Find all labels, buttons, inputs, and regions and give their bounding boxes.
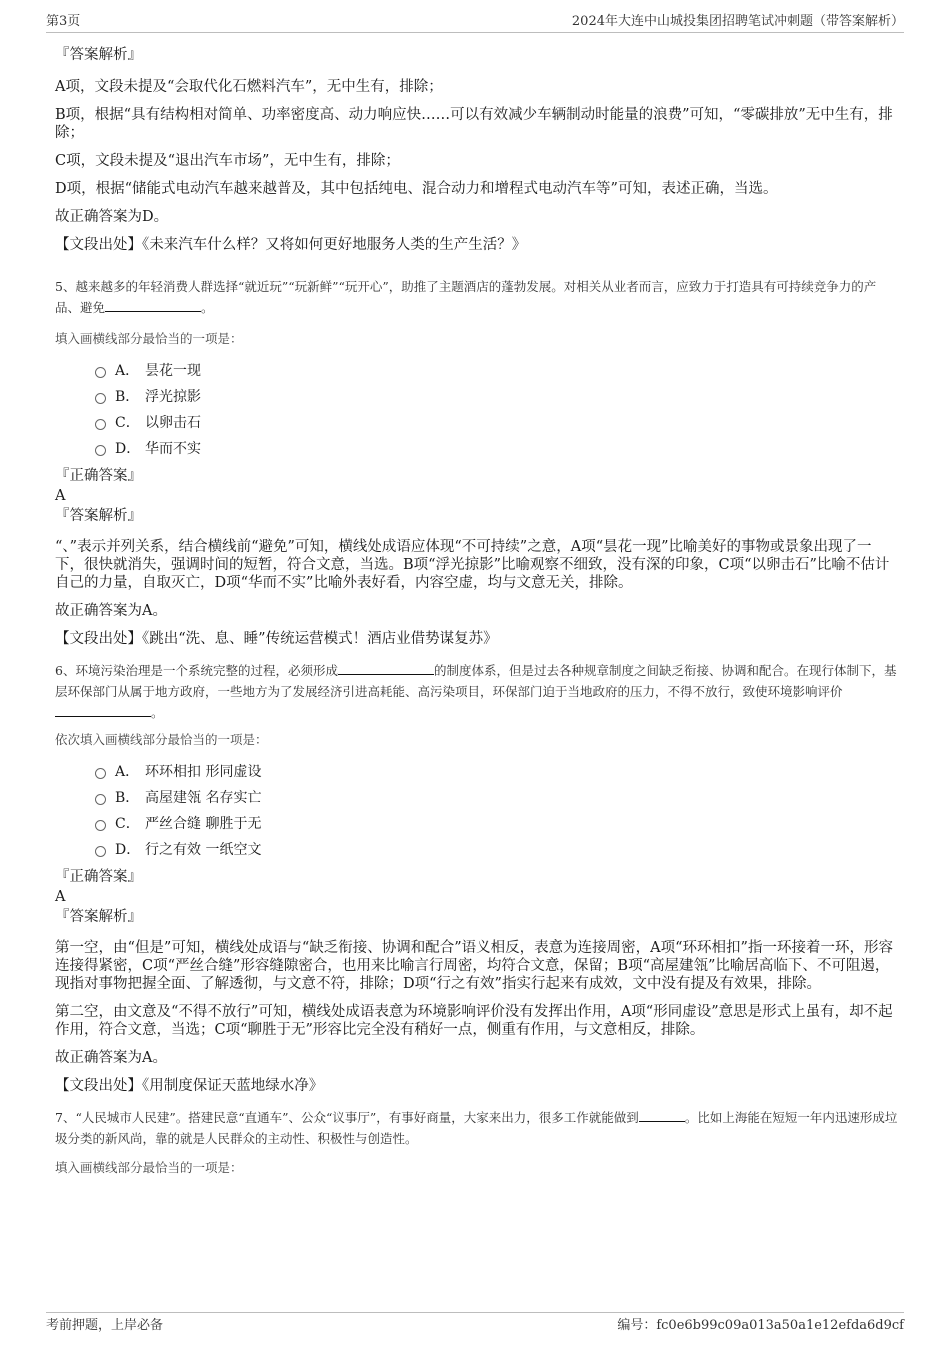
q6-option-a[interactable]	[95, 759, 900, 785]
radio-icon[interactable]	[95, 367, 106, 378]
option-letter: A．	[115, 363, 140, 379]
option-letter: C．	[115, 415, 140, 431]
q6-stem	[55, 660, 900, 723]
q5-correct-label: 『正确答案』	[55, 468, 142, 484]
footer-slogan: 考前押题，上岸必备	[46, 1318, 164, 1333]
page-number: 第3页	[46, 14, 81, 29]
option-letter: B．	[115, 389, 140, 405]
q4-analysis-line-b: B项，根据“具有结构相对简单、功率密度高、动力响应快……可以有效减少车辆制动时能量的浪费”可知，“零碳排放”无中生有，排除；	[55, 107, 893, 141]
page-footer	[46, 1312, 904, 1335]
option-letter: D．	[115, 441, 141, 457]
q6-stem-text-a: 6、环境污染治理是一个系统完整的过程，必须形成	[55, 663, 338, 678]
q5-options	[55, 358, 900, 462]
option-letter: B．	[115, 790, 140, 806]
option-letter: C．	[115, 816, 140, 832]
option-letter: A．	[115, 764, 140, 780]
radio-icon[interactable]	[95, 445, 106, 456]
q4-source: 【文段出处】《未来汽车什么样？又将如何更好地服务人类的生产生活？》	[55, 237, 527, 253]
footer-serial: 编号：fc0e6b99c09a013a50a1e12efda6d9cf	[617, 1318, 904, 1333]
q5-option-c[interactable]	[95, 410, 900, 436]
question-5	[55, 276, 900, 648]
radio-icon[interactable]	[95, 393, 106, 404]
question-7	[55, 1107, 900, 1177]
q6-option-b[interactable]	[95, 785, 900, 811]
q6-correct-label: 『正确答案』	[55, 869, 142, 885]
q5-stem	[55, 276, 900, 318]
q5-correct-value: A	[55, 488, 66, 504]
q6-option-c[interactable]	[95, 811, 900, 837]
q5-analysis-label: 『答案解析』	[55, 508, 142, 524]
option-text: 昙花一现	[145, 363, 201, 379]
q7-hint: 填入画横线部分最恰当的一项是：	[55, 1160, 243, 1175]
q7-stem-text-b: 。比如上海能在短短一年内迅速形成垃圾分类的新风尚，靠的就是人民群众的主动性、积极性与创造性。	[55, 1110, 898, 1146]
q6-source: 【文段出处】《用制度保证天蓝地绿水净》	[55, 1078, 324, 1094]
q6-options	[55, 759, 900, 863]
q6-blank-2	[55, 702, 151, 717]
option-text: 行之有效 一纸空文	[145, 842, 262, 858]
q6-hint: 依次填入画横线部分最恰当的一项是：	[55, 732, 268, 747]
question-6	[55, 660, 900, 1095]
q5-option-b[interactable]	[95, 384, 900, 410]
q4-analysis-line-d: D项，根据“储能式电动汽车越来越普及，其中包括纯电、混合动力和增程式电动汽车等”可知，表述正确，当选。	[55, 181, 778, 197]
q4-analysis-section	[55, 45, 900, 254]
option-letter: D．	[115, 842, 141, 858]
q6-option-d[interactable]	[95, 837, 900, 863]
q5-conclusion: 故正确答案为A。	[55, 603, 167, 619]
q7-stem-text-a: 7、“人民城市人民建”。搭建民意“直通车”、公众“议事厅”，有事好商量，大家来出力，很多工作就能做到	[55, 1110, 639, 1125]
q4-analysis-line-a: A项，文段未提及“会取代化石燃料汽车”，无中生有，排除；	[55, 79, 443, 95]
q7-blank	[639, 1107, 685, 1122]
radio-icon[interactable]	[95, 794, 106, 805]
q4-analysis-label: 『答案解析』	[55, 47, 142, 63]
radio-icon[interactable]	[95, 846, 106, 857]
q6-blank-1	[338, 660, 434, 675]
q6-analysis-blank-1: 第一空，由“但是”可知，横线处成语与“缺乏衔接、协调和配合”语义相反，表意为连接周密，A项“环环相扣”指一环接着一环，形容连接得紧密，C项“严丝合缝”形容缝隙密合，也用来比喻言行周密，均符合文意，保留；B项“高屋建瓴”比喻居高临下、不可阻遏，现指对事物把握全面、了解透彻，与文意不符，排除；D项“行之有效”指实行起来有成效，文中没有提及有效果，排除。	[55, 940, 893, 992]
q6-stem-text-b: 的制度体系，但是过去各种规章制度之间缺乏衔接、协调和配合。在现行体制下，基层环保部门从属于地方政府，一些地方为了发展经济引进高耗能、高污染项目，环保部门迫于当地政府的压力，不得不放行，致使环境影响评价	[55, 663, 897, 699]
q6-analysis-label: 『答案解析』	[55, 909, 142, 925]
q6-analysis-blank-2: 第二空，由文意及“不得不放行”可知，横线处成语表意为环境影响评价没有发挥出作用，A项“形同虚设”意思是形式上虽有，却不起作用，符合文意，当选；C项“聊胜于无”形容比完全没有稍好一点，侧重有作用，与文意相反，排除。	[55, 1004, 893, 1038]
document-title: 2024年大连中山城投集团招聘笔试冲刺题（带答案解析）	[571, 14, 904, 29]
q5-stem-text-b: 。	[201, 300, 214, 315]
option-text: 浮光掠影	[145, 389, 201, 405]
q4-analysis-line-c: C项，文段未提及“退出汽车市场”，无中生有，排除；	[55, 153, 400, 169]
q6-correct-value: A	[55, 889, 66, 905]
option-text: 以卵击石	[145, 415, 201, 431]
option-text: 华而不实	[145, 441, 201, 457]
q7-stem	[55, 1107, 900, 1149]
q5-source: 【文段出处】《跳出“洗、息、睡”传统运营模式！酒店业借势谋复苏》	[55, 631, 498, 647]
q5-option-d[interactable]	[95, 436, 900, 462]
radio-icon[interactable]	[95, 768, 106, 779]
page-header	[46, 12, 904, 33]
q6-stem-text-c: 。	[151, 705, 164, 720]
q5-blank	[105, 297, 201, 312]
q5-hint: 填入画横线部分最恰当的一项是：	[55, 331, 243, 346]
q6-conclusion: 故正确答案为A。	[55, 1050, 167, 1066]
option-text: 高屋建瓴 名存实亡	[145, 790, 262, 806]
option-text: 严丝合缝 聊胜于无	[145, 816, 262, 832]
q5-option-a[interactable]	[95, 358, 900, 384]
document-body	[55, 45, 900, 1177]
q5-stem-text-a: 5、越来越多的年轻消费人群选择“就近玩”“玩新鲜”“玩开心”，助推了主题酒店的蓬勃发展。对相关从业者而言，应致力于打造具有可持续竞争力的产品、避免	[55, 279, 877, 315]
q4-conclusion: 故正确答案为D。	[55, 209, 169, 225]
q5-analysis: “、”表示并列关系，结合横线前“避免”可知，横线处成语应体现“不可持续”之意，A项“昙花一现”比喻美好的事物或景象出现了一下，很快就消失，强调时间的短暂，符合文意，当选。B项“浮光掠影”比喻观察不细致，没有深的印象，C项“以卵击石”比喻不估计自己的力量，自取灭亡，D项“华而不实”比喻外表好看，内容空虚，均与文意无关，排除。	[55, 539, 890, 591]
option-text: 环环相扣 形同虚设	[145, 764, 262, 780]
radio-icon[interactable]	[95, 820, 106, 831]
radio-icon[interactable]	[95, 419, 106, 430]
